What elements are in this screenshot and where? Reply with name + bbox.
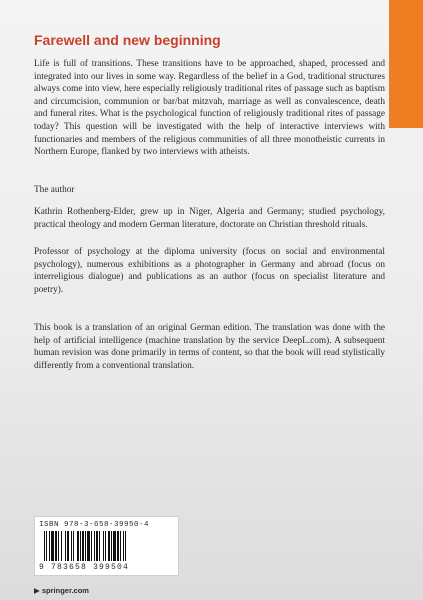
author-bio-paragraph: Kathrin Rothenberg-Elder, grew up in Niger, Algeria and Germany; studied psychology, practical theology and modern German literature, doctorate on Christian threshold rituals. (34, 207, 385, 230)
author-label: The author (34, 185, 75, 195)
translation-note: This book is a translation of an original German edition. The translation was done with the help of artificial intelligence (machine translation by the service DeepL.com). A subsequent human revision was done primarily in terms of content, so that the book will read stylistically differently from a conventional translation. (34, 323, 385, 371)
publisher-url: ▶ springer.com (34, 586, 89, 595)
author-bio-paragraph: Professor of psychology at the diploma university (focus on social and environmental psychology), numerous exhibitions as a photographer in Germany and abroad (focus on interreligious dialogue) and publications as an author (focus on specialist literature and poetry). (34, 247, 385, 295)
accent-bar (389, 0, 423, 128)
isbn-barcode (34, 516, 179, 576)
book-title: Farewell and new beginning (34, 32, 221, 48)
barcode-icon (43, 531, 170, 561)
isbn-label: ISBN 978-3-658-39950-4 (39, 521, 150, 529)
book-description: Life is full of transitions. These transitions have to be approached, shaped, processed and integrated into our lives in some way. Regardless of the belief in a God, traditional structures always come into view, here especially religiously traditional rites of passage such as baptism and circumcision, communion or bar/bat mitzvah, marriage as well as convalescence, death and funeral rites. What is the psychological function of religiously traditional rites of passage today? This question will be investigated with the help of interactive interviews with functionaries and members of the religious communities of all three monotheistic currents in Northern Europe, flanked by two interviews with atheists. (34, 59, 385, 158)
barcode-digits: 9 783658 399504 (39, 563, 130, 572)
